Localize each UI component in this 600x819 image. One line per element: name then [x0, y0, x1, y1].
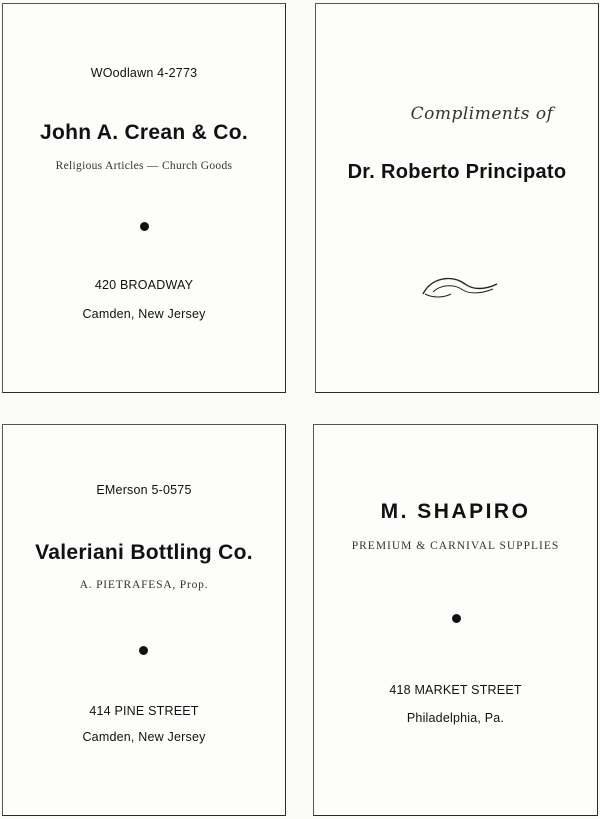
ornament-flourish	[421, 272, 501, 300]
city-state: Camden, New Jersey	[82, 730, 206, 744]
city-state: Camden, New Jersey	[82, 307, 206, 321]
business-name: John A. Crean & Co.	[40, 121, 248, 144]
compliments-of: Compliments of	[410, 104, 554, 124]
city-state: Philadelphia, Pa.	[406, 711, 505, 725]
business-name: Dr. Roberto Principato	[347, 161, 567, 183]
ad-valeriani-bottling	[2, 424, 286, 816]
bullet-dot	[139, 646, 148, 655]
bullet-dot	[452, 614, 461, 623]
bullet-dot	[140, 222, 149, 231]
business-tagline: Religious Articles — Church Goods	[55, 160, 233, 172]
business-tagline: PREMIUM & CARNIVAL SUPPLIES	[351, 540, 560, 552]
phone-number: WOodlawn 4-2773	[90, 66, 198, 80]
business-name: Valeriani Bottling Co.	[35, 541, 253, 564]
street-address: 414 PINE STREET	[89, 704, 199, 718]
ad-john-a-crean	[2, 3, 286, 393]
ad-dr-roberto-principato	[315, 3, 599, 393]
ad-m-shapiro	[313, 424, 598, 816]
street-address: 420 BROADWAY	[94, 278, 194, 292]
street-address: 418 MARKET STREET	[389, 683, 522, 697]
phone-number: EMerson 5-0575	[96, 483, 192, 497]
proprietor: A. PIETRAFESA, Prop.	[79, 579, 209, 591]
business-name: M. SHAPIRO	[380, 500, 531, 523]
